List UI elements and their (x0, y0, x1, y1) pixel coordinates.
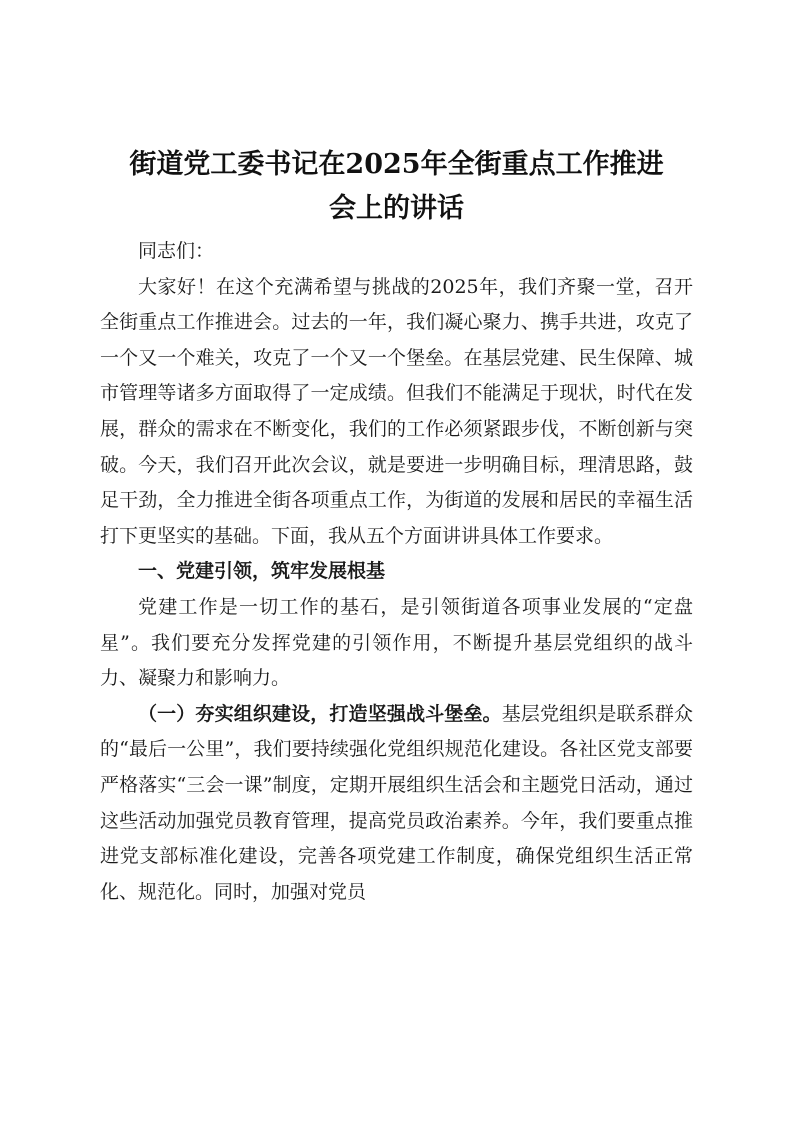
document-body (100, 234, 693, 910)
title-line-2: 会上的讲话 (329, 193, 464, 224)
section-1-paragraph: 党建工作是一切工作的基石，是引领街道各项事业发展的“定盘星”。我们要充分发挥党建的引领作用，不断提升基层党组织的战斗力、凝聚力和影响力。 (100, 595, 693, 690)
title-line-1: 街道党工委书记在2025年全街重点工作推进 (129, 149, 664, 180)
subsection-1-text: 基层党组织是联系群众的“最后一公里”，我们要持续强化党组织规范化建设。各社区党支部要严格落实“三会一课”制度，定期开展组织生活会和主题党日活动，通过这些活动加强党员教育管理，提高党员政治素养。今年，我们要重点推进党支部标准化建设，完善各项党建工作制度，确保党组织生活正常化、规范化。同时，加强对党员 (100, 702, 693, 903)
salutation: 同志们： (138, 240, 215, 262)
subsection-1-paragraph (100, 697, 693, 911)
document-title (100, 143, 693, 231)
subsection-1-heading: （一）夯实组织建设，打造坚强战斗堡垒。 (138, 702, 502, 725)
section-heading-1: 一、党建引领，筑牢发展根基 (138, 560, 386, 583)
intro-paragraph: 大家好！在这个充满希望与挑战的2025年，我们齐聚一堂，召开全街重点工作推进会。过去的一年，我们凝心聚力、携手共进，攻克了一个又一个难关，攻克了一个又一个堡垒。在基层党建、民生保障、城市管理等诸多方面取得了一定成绩。但我们不能满足于现状，时代在发展，群众的需求在不断变化，我们的工作必须紧跟步伐，不断创新与突破。今天，我们召开此次会议，就是要进一步明确目标，理清思路，鼓足干劲，全力推进全街各项重点工作，为街道的发展和居民的幸福生活打下更坚实的基础。下面，我从五个方面讲讲具体工作要求。 (100, 275, 693, 547)
